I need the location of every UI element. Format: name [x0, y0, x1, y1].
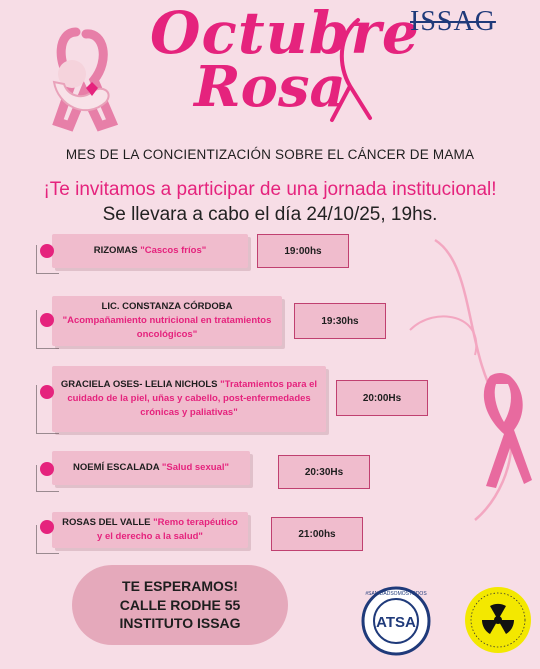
bullet-dot — [40, 462, 54, 476]
date-line: Se llevara a cabo el día 24/10/25, 19hs. — [102, 204, 438, 225]
schedule-card-1 — [52, 234, 248, 268]
time-box-5: 21:00hs — [271, 517, 363, 551]
issag-logo: ISSAG — [410, 6, 496, 37]
atsa-logo — [361, 586, 431, 656]
atsa-text: ATSA — [376, 614, 416, 631]
time-box-2: 19:30hs — [294, 303, 386, 339]
bullet-dot — [40, 385, 54, 399]
pink-ribbon-icon — [470, 368, 534, 490]
time-box-3: 20:00Hs — [336, 380, 428, 416]
footer-line-2: CALLE RODHE 55 — [119, 596, 241, 613]
schedule-card-4 — [52, 451, 250, 485]
schedule-card-2 — [52, 296, 282, 346]
ribbon-woman-illustration — [28, 22, 138, 132]
invitation-text: ¡Te invitamos a participar de una jornada institucional! — [43, 179, 497, 200]
time-box-4: 20:30Hs — [278, 455, 370, 489]
schedule-card-5 — [52, 512, 248, 548]
bullet-dot — [40, 313, 54, 327]
atsa-ring-text: #SANIDADSOMOSTODOS — [365, 591, 427, 597]
time-box-1: 19:00hs — [257, 234, 349, 268]
speaker-name: NOEMÍ ESCALADA — [73, 461, 160, 473]
location-pill — [72, 565, 288, 645]
title-line-1: Octubre — [150, 0, 420, 67]
talk-topic: "Tratamientos para el cuidado de la piel, uñas y cabello, post-enfermedades crónicas y paliativas" — [67, 378, 318, 419]
footer-line-1: TE ESPERAMOS! — [122, 577, 238, 594]
talk-topic: "Cascos fríos" — [140, 244, 207, 256]
talk-topic: "Acompañamiento nutricional en tratamientos oncológicos" — [62, 314, 272, 341]
schedule-card-3 — [52, 366, 326, 432]
title-ribbon-icon — [320, 16, 380, 126]
bullet-dot — [40, 244, 54, 258]
footer-line-3: INSTITUTO ISSAG — [119, 615, 241, 632]
speaker-name: ROSAS DEL VALLE — [62, 516, 151, 528]
bullet-dot — [40, 520, 54, 534]
radiology-logo — [463, 585, 533, 655]
subtitle: MES DE LA CONCIENTIZACIÓN SOBRE EL CÁNCER DE MAMA — [65, 147, 475, 162]
talk-topic: "Salud sexual" — [161, 461, 229, 473]
speaker-name: LIC. CONSTANZA CÓRDOBA — [101, 300, 233, 312]
speaker-name: GRACIELA OSES- LELIA NICHOLS — [60, 378, 218, 390]
talk-topic: "Remo terapéutico y el derecho a la salud" — [97, 516, 238, 542]
speaker-name: RIZOMAS — [93, 244, 138, 256]
title-line-2: Rosa — [194, 54, 346, 121]
